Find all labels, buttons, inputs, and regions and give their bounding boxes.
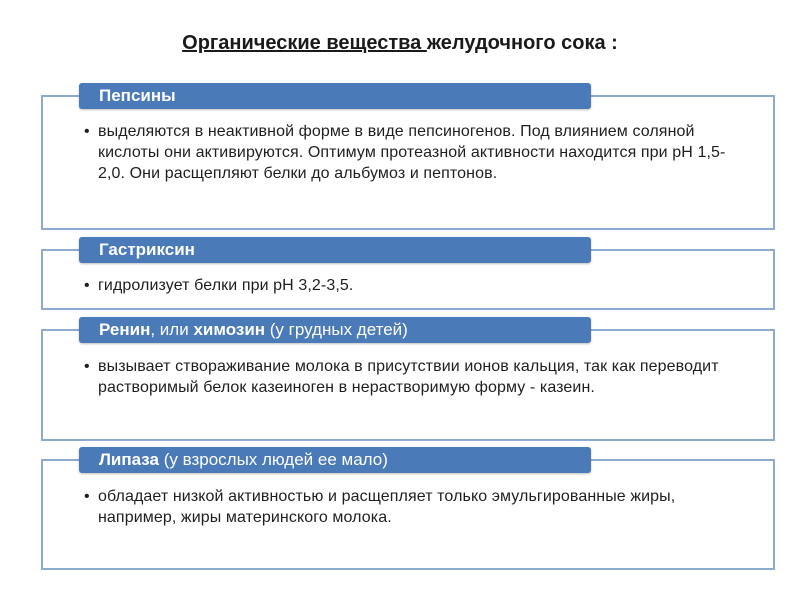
body-lipase <box>84 486 748 528</box>
bullet-gastricsin: • <box>84 277 90 294</box>
header-pepsins-bold: Пепсины <box>99 86 176 105</box>
body-pepsins <box>84 121 748 184</box>
text-pepsins: выделяются в неактивной форме в виде пепсиногенов. Под влиянием соляной кислоты они активируются. Оптимум протеазной активности находится при рН 1,5-2,0. Они расщепляют белки до альбумоз и пептонов. <box>98 123 726 182</box>
text-lipase: обладает низкой активностью и расщепляет только эмульгированные жиры, например, жиры материнского молока. <box>98 488 676 526</box>
header-gastricsin <box>79 237 591 263</box>
title-underlined: Органические вещества <box>182 32 427 54</box>
page-title <box>0 32 800 55</box>
header-renin <box>79 317 591 343</box>
header-lipase-bold: Липаза <box>99 450 159 469</box>
header-lipase-normal: (у взрослых людей ее мало) <box>159 450 388 469</box>
header-renin-normal-2: (у грудных детей) <box>265 320 408 339</box>
text-renin: вызывает створаживание молока в присутствии ионов кальция, так как переводит растворимый белок казеиноген в нерастворимую форму - казеин. <box>98 358 719 396</box>
header-renin-normal-1: , или <box>150 320 194 339</box>
body-gastricsin <box>84 275 748 296</box>
header-gastricsin-bold: Гастриксин <box>99 240 195 259</box>
bullet-renin: • <box>84 358 90 375</box>
bullet-pepsins: • <box>84 123 90 140</box>
bullet-lipase: • <box>84 488 90 505</box>
header-lipase <box>79 447 591 473</box>
title-rest: желудочного сока : <box>426 32 618 54</box>
header-renin-bold-1: Ренин <box>99 320 151 339</box>
body-renin <box>84 356 748 398</box>
text-gastricsin: гидролизует белки при рН 3,2-3,5. <box>98 277 354 294</box>
header-renin-bold-2: химозин <box>193 320 266 339</box>
header-pepsins <box>79 83 591 109</box>
